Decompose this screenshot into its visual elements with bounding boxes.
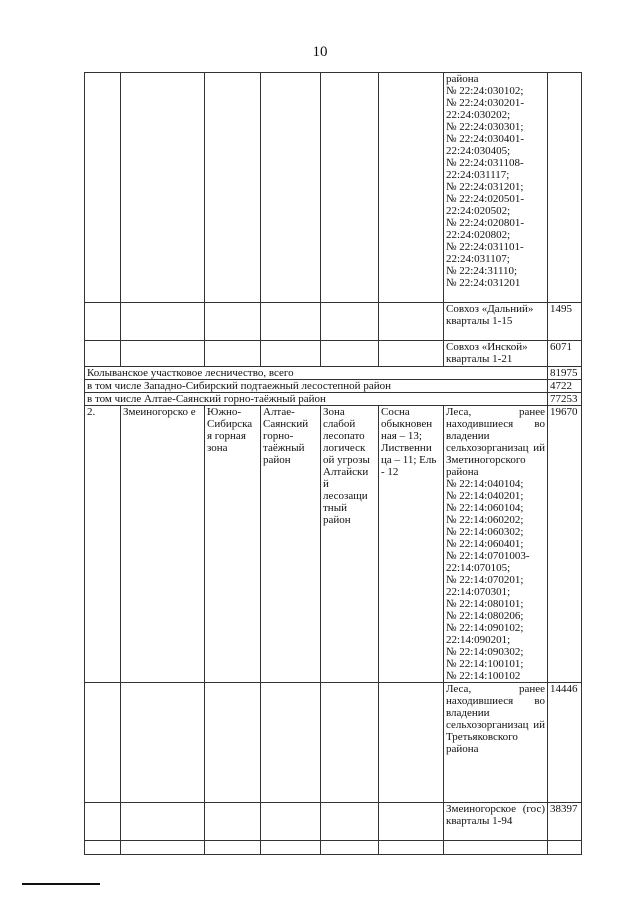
area-value: 1495	[548, 303, 582, 341]
table-row	[85, 380, 582, 393]
area-value: 77253	[548, 393, 582, 406]
sovkhoz-inskoy-cell: Совхоз «Инской» кварталы 1-21	[444, 341, 548, 367]
cadastral-list-cell: района № 22:24:030102; № 22:24:030201- 22:24:030202; № 22:24:030301; № 22:24:030401- 22:24:030405; № 22:24:031108- 22:24:031117; № 22:24:031201; № 22:24:020501- 22:24:020502; № 22:24:020801- 22:24:020802; № 22:24:031101- 22:24:031107; № 22:24:31110; № 22:24:031201	[444, 73, 548, 303]
sovkhoz-dalniy-cell: Совхоз «Дальний» кварталы 1-15	[444, 303, 548, 341]
forestry-name: Змеиногорско е	[121, 406, 205, 683]
table-row	[85, 341, 582, 367]
kolyvan-total-label: Колыванское участковое лесничество, всего	[85, 367, 548, 380]
altai-sayan-label: в том числе Алтае-Саянский горно-таёжный район	[85, 393, 548, 406]
forest-district: Алтае-Саянский горно-таёжный район	[261, 406, 321, 683]
area-value: 38397	[548, 803, 582, 841]
area-value: 81975	[548, 367, 582, 380]
page-number: 10	[312, 44, 328, 60]
forestry-table	[84, 72, 582, 855]
table-row	[85, 367, 582, 380]
area-value: 4722	[548, 380, 582, 393]
tree-species: Сосна обыкновен ная – 13; Лиственни ца – 11; Ель - 12	[379, 406, 444, 683]
tretyakov-lands-cell: Леса, ранее находившиеся во владении сельхозорганизац ий Третьяковского района	[444, 683, 548, 803]
area-value: 6071	[548, 341, 582, 367]
lands-cell	[444, 406, 548, 683]
table-row	[85, 683, 582, 803]
table-row	[85, 73, 582, 303]
table-row	[85, 303, 582, 341]
table-row	[85, 406, 582, 683]
lands-cadastral-list: № 22:14:040104; № 22:14:040201; № 22:14:060104; № 22:14:060202; № 22:14:060302; № 22:14:060401; № 22:14:0701003- 22:14:070105; № 22:14:070201; 22:14:070301; № 22:14:080101; № 22:14:080206; № 22:14:090102; 22:14:090201; № 22:14:090302; № 22:14:100101; № 22:14:100102	[446, 478, 530, 682]
table-row	[85, 393, 582, 406]
area-value: 14446	[548, 683, 582, 803]
forest-protection-zone: Зона слабой лесопато логическ ой угрозы Алтайски й лесозащи тный район	[321, 406, 379, 683]
area-value: 19670	[548, 406, 582, 683]
row-number: 2.	[85, 406, 121, 683]
zmeinogorsk-gos-cell: Змеиногорское (гос) кварталы 1-94	[444, 803, 548, 841]
footnote-rule	[22, 883, 100, 885]
west-siberian-label: в том числе Западно-Сибирский подтаежный лесостепной район	[85, 380, 548, 393]
forest-zone: Южно-Сибирска я горная зона	[205, 406, 261, 683]
table-row	[85, 841, 582, 855]
lands-intro: Леса, ранее находившиеся во владении сельхозорганизац ий Зметиногорского района	[446, 406, 545, 478]
table-row	[85, 803, 582, 841]
